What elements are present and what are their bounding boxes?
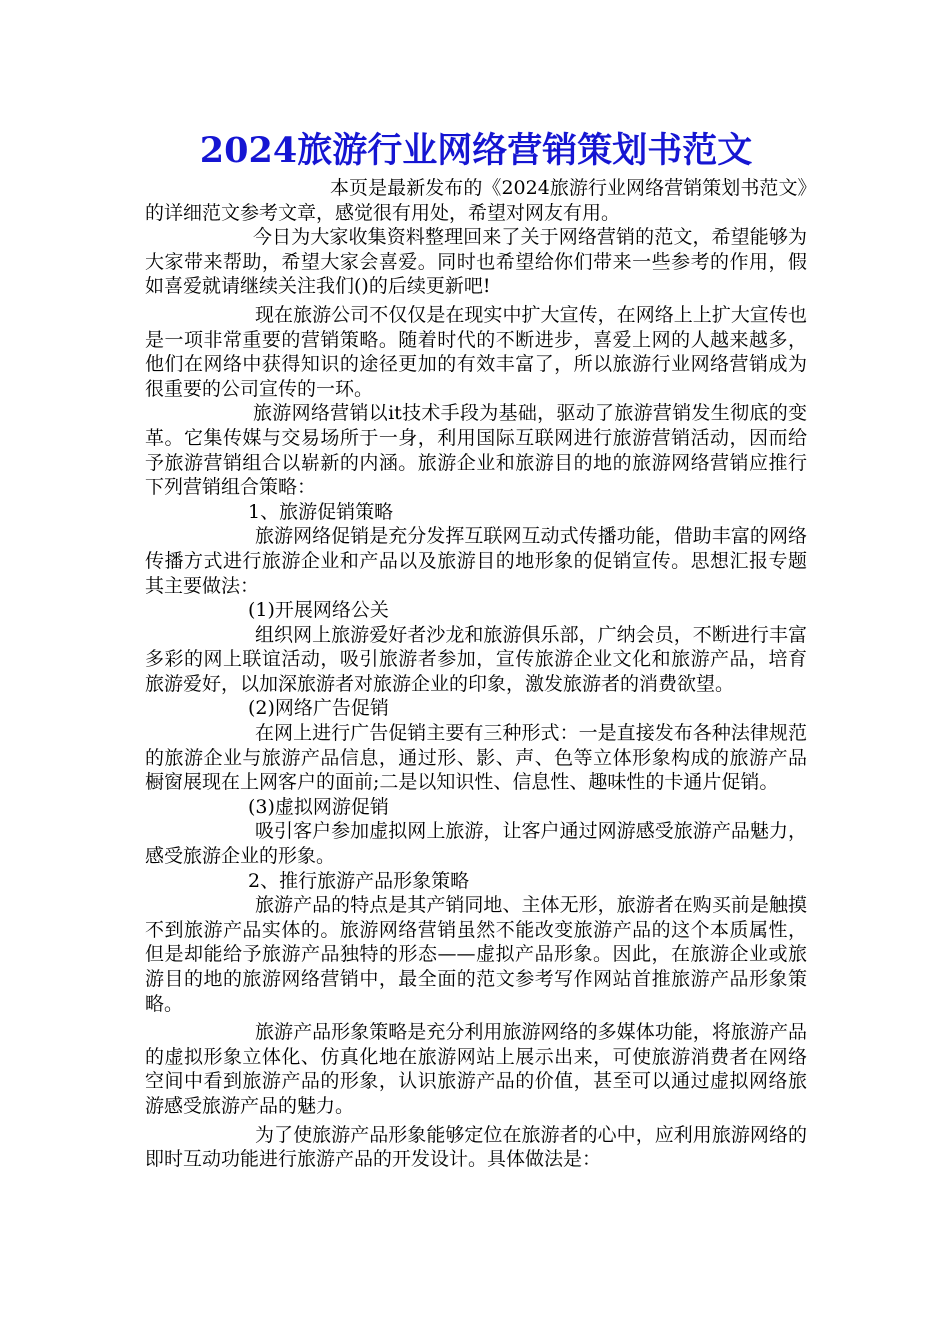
- intro-paragraph: 本页是最新发布的《2024旅游行业网络营销策划书范文》的详细范文参考文章，感觉很有用处，希望对网友有用。: [145, 177, 807, 224]
- document-title: 2024旅游行业网络营销策划书范文: [199, 130, 753, 171]
- paragraph-6: 在网上进行广告促销主要有三种形式：一是直接发布各种法律规范的旅游企业与旅游产品信息，通过形、影、声、色等立体形象构成的旅游产品橱窗展现在上网客户的面前;二是以知识性、信息性、趣味性的卡通片促销。: [145, 722, 807, 794]
- sub-heading-1: (1)开展网络公关: [248, 599, 389, 622]
- paragraph-7: 吸引客户参加虚拟网上旅游，让客户通过网游感受旅游产品魅力，感受旅游企业的形象。: [145, 820, 807, 868]
- sub-heading-3: (3)虚拟网游促销: [248, 795, 389, 818]
- paragraph-9: 旅游产品形象策略是充分利用旅游网络的多媒体功能，将旅游产品的虚拟形象立体化、仿真化地在旅游网站上展示出来，可使旅游消费者在网络空间中看到旅游产品的形象，认识旅游产品的价值，甚至可以通过虚拟网络旅游感受旅游产品的魅力。: [145, 1021, 807, 1117]
- paragraph-8: 旅游产品的特点是其产销同地、主体无形，旅游者在购买前是触摸不到旅游产品实体的。旅游网络营销虽然不能改变旅游产品的这个本质属性，但是却能给予旅游产品独特的形态——虚拟产品形象。因此，在旅游企业或旅游目的地的旅游网络营销中，最全面的范文参考写作网站首推旅游产品形象策略。: [145, 894, 807, 1015]
- paragraph-1: 今日为大家收集资料整理回来了关于网络营销的范文，希望能够为大家带来帮助，希望大家会喜爱。同时也希望给你们带来一些参考的作用，假如喜爱就请继续关注我们()的后续更新吧!: [145, 226, 807, 298]
- paragraph-5: 组织网上旅游爱好者沙龙和旅游俱乐部，广纳会员，不断进行丰富多彩的网上联谊活动，吸引旅游者参加，宣传旅游企业文化和旅游产品，培育旅游爱好，以加深旅游者对旅游企业的印象，激发旅游者的消费欲望。: [145, 623, 807, 695]
- document-page: [145, 128, 807, 1172]
- section-heading-2: 2、推行旅游产品形象策略: [248, 869, 470, 892]
- section-heading-1: 1、旅游促销策略: [248, 500, 394, 523]
- paragraph-4: 旅游网络促销是充分发挥互联网互动式传播功能，借助丰富的网络传播方式进行旅游企业和产品以及旅游目的地形象的促销宣传。思想汇报专题其主要做法：: [145, 525, 807, 597]
- paragraph-3: 旅游网络营销以it技术手段为基础，驱动了旅游营销发生彻底的变革。它集传媒与交易场所于一身，利用国际互联网进行旅游营销活动，因而给予旅游营销组合以崭新的内涵。旅游企业和旅游目的地的旅游网络营销应推行下列营销组合策略：: [145, 402, 807, 499]
- paragraph-2: 现在旅游公司不仅仅是在现实中扩大宣传，在网络上上扩大宣传也是一项非常重要的营销策略。随着时代的不断进步，喜爱上网的人越来越多，他们在网络中获得知识的途径更加的有效丰富了，所以旅游行业网络营销成为很重要的公司宣传的一环。: [145, 303, 807, 400]
- paragraph-10: 为了使旅游产品形象能够定位在旅游者的心中，应利用旅游网络的即时互动功能进行旅游产品的开发设计。具体做法是：: [145, 1123, 807, 1171]
- sub-heading-2: (2)网络广告促销: [248, 697, 389, 720]
